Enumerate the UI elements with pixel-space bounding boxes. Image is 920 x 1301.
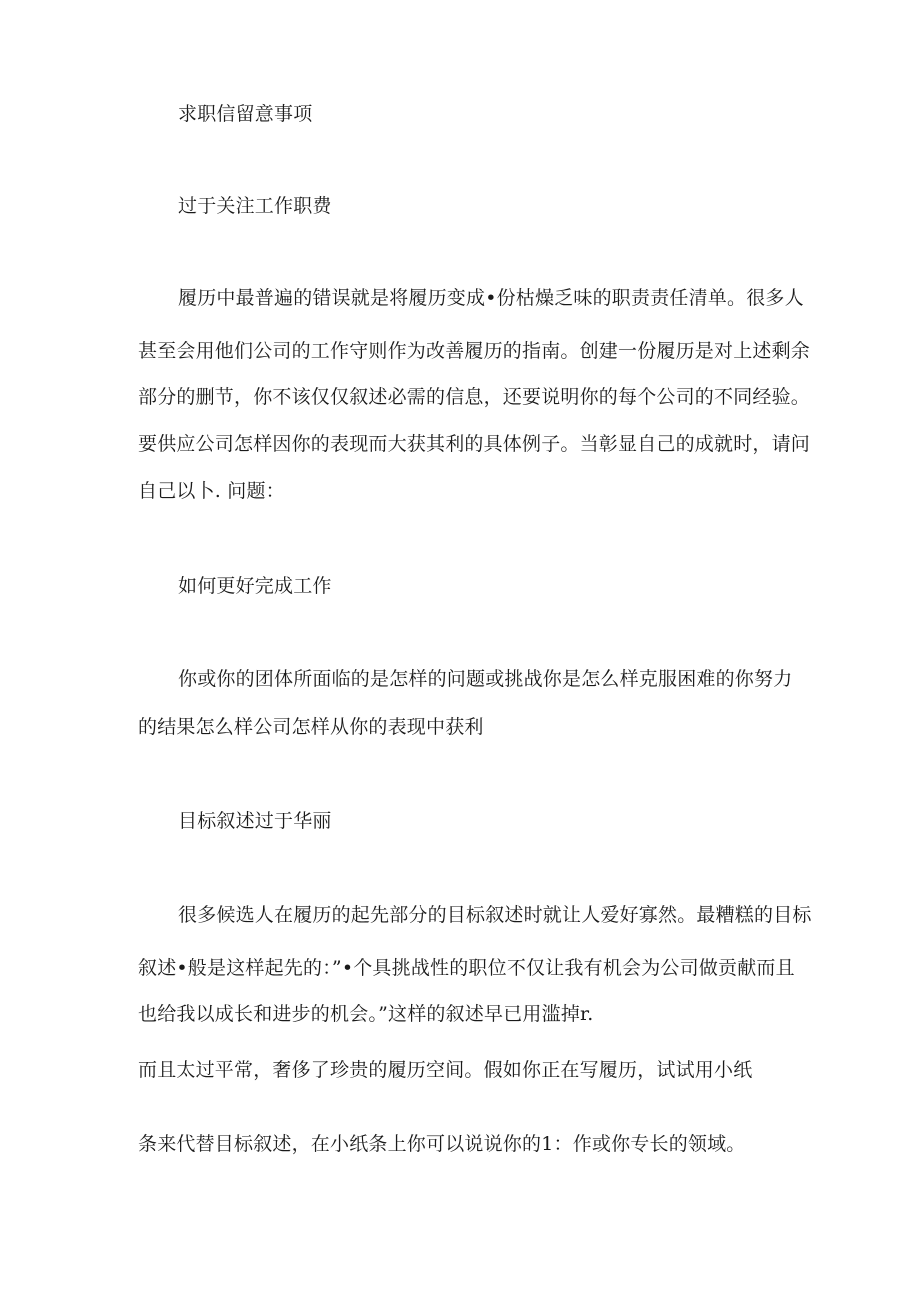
section-heading-better-work: 如何更好完成工作 [178, 575, 332, 597]
document-title: 求职信留意事项 [178, 103, 313, 125]
paragraph-line: 自己以卜. 问题： [138, 480, 285, 502]
paragraph-line: 叙述•般是这样起先的：”•个具挑战性的职位不仅让我有机会为公司做贡献而且 [138, 957, 795, 979]
paragraph-line: 也给我以成长和进步的机会。”这样的叙述早已用滥掉r. [138, 1003, 594, 1025]
paragraph-line: 要供应公司怎样因你的表现而大获其利的具体例子。当彰显自己的成就时，请问 [138, 433, 811, 455]
section-heading-objective: 目标叙述过于华丽 [178, 810, 332, 832]
section-heading-job-duties: 过于关注工作职费 [178, 195, 332, 217]
paragraph-line: 而且太过平常，奢侈了珍贵的履历空间。假如你正在写履历，试试用小纸 [138, 1059, 753, 1081]
paragraph-line: 甚至会用他们公司的工作守则作为改善履历的指南。创建一份履历是对上述剩余 [138, 340, 811, 362]
paragraph-line: 履历中最普遍的错误就是将履历变成•份枯燥乏味的职责责任清单。很多人 [178, 287, 804, 309]
paragraph-line: 很多候选人在履历的起先部分的目标叙述时就让人爱好寡然。最糟糕的目标 [178, 904, 812, 926]
paragraph-line: 你或你的团体所面临的是怎样的问题或挑战你是怎么样克服困难的你努力 [178, 668, 793, 690]
paragraph-line: 条来代替目标叙述，在小纸条上你可以说说你的1：作或你专长的领域。 [138, 1133, 746, 1155]
paragraph-line: 部分的删节，你不该仅仅叙述必需的信息，还要说明你的每个公司的不同经验。 [138, 386, 811, 408]
paragraph-line: 的结果怎么样公司怎样从你的表现中获利 [138, 716, 484, 738]
